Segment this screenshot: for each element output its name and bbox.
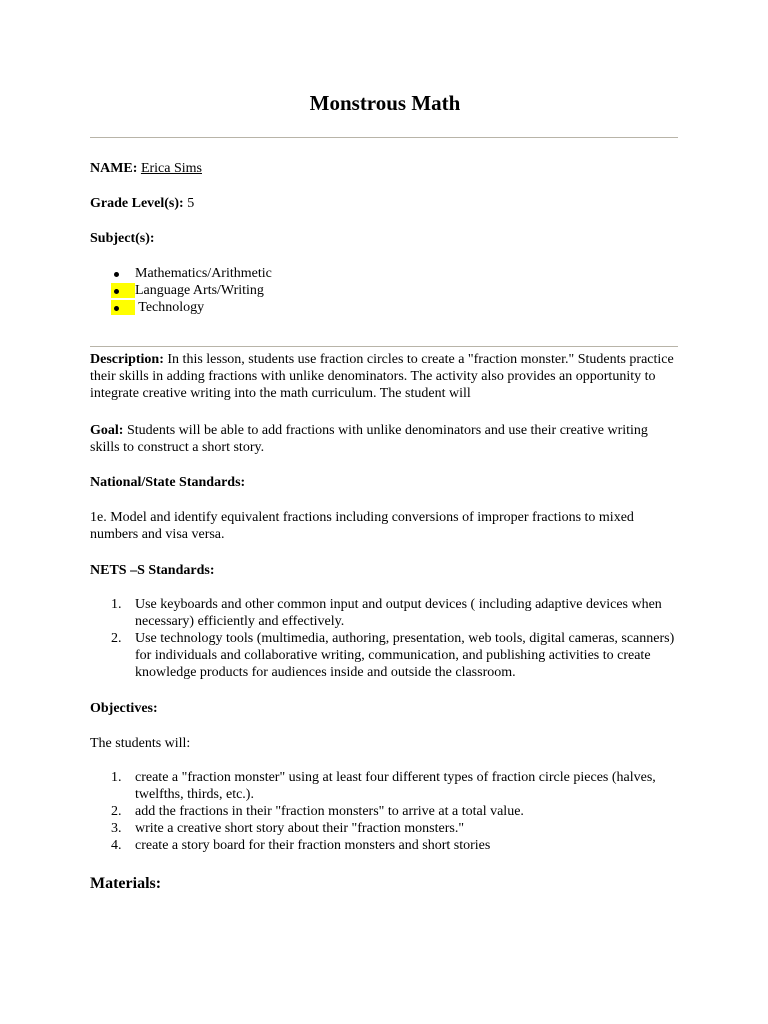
description-paragraph [90,351,680,402]
subject-item: Language Arts/Writing [135,283,264,298]
bullet-icon [111,300,135,315]
name-line [90,160,680,177]
list-item [90,803,680,820]
objective-item-text: create a story board for their fraction monsters and short stories [135,838,491,853]
materials-heading: Materials: [90,875,162,892]
objectives-list [90,769,680,854]
name-value: Erica Sims [140,161,202,176]
bullet-icon [111,283,135,298]
nets-label: NETS –S Standards: [90,563,215,578]
item-number: 1. [111,770,122,785]
description-text: In this lesson, students use fraction circles to create a "fraction monster." Students practice their skills in adding fractions with unlike denominators. The activity also provides an opportunity to integrate creative writing into the math curriculum. The student will [90,352,674,401]
objective-item-text: write a creative short story about their "fraction monsters." [135,821,465,836]
item-number: 2. [111,804,122,819]
name-label: NAME: [90,161,138,176]
list-item [90,769,680,803]
grade-label: Grade Level(s): [90,196,184,211]
list-item [90,282,680,299]
goal-text: Students will be able to add fractions with unlike denominators and use their creative writing skills to construct a short story. [90,423,648,455]
nets-list [90,596,680,681]
subjects-label: Subject(s): [90,231,155,246]
standards-text: 1e. Model and identify equivalent fractions including conversions of improper fractions to mixed numbers and visa versa. [90,510,634,542]
item-number: 1. [111,597,122,612]
grade-line [90,195,680,212]
bullet-icon [111,266,135,281]
list-item [90,596,680,630]
list-item [90,265,680,282]
subjects-list [90,265,680,316]
objectives-label: Objectives: [90,701,158,716]
page-title: Monstrous Math [309,91,461,115]
divider-middle [90,346,678,347]
grade-value: 5 [187,196,195,211]
list-item [90,299,680,316]
nets-item-text: Use technology tools (multimedia, authoring, presentation, web tools, digital cameras, scanners) for individuals and collaborative writing, communication, and publishing activities to create knowledge products for audiences inside and outside the classroom. [135,631,675,680]
item-number: 2. [111,631,122,646]
subject-item: Mathematics/Arithmetic [135,266,272,281]
goal-paragraph [90,422,680,456]
objective-item-text: add the fractions in their "fraction monsters" to arrive at a total value. [135,804,524,819]
objective-item-text: create a "fraction monster" using at least four different types of fraction circle pieces (halves, twelfths, thirds, etc.). [135,770,656,802]
list-item [90,837,680,854]
objectives-intro: The students will: [90,736,191,751]
nets-item-text: Use keyboards and other common input and output devices ( including adaptive devices when necessary) efficiently and effectively. [135,597,662,629]
description-label: Description: [90,352,164,367]
item-number: 4. [111,838,122,853]
list-item [90,630,680,681]
goal-label: Goal: [90,423,124,438]
divider-top [90,137,678,138]
list-item [90,820,680,837]
item-number: 3. [111,821,122,836]
standards-label: National/State Standards: [90,475,246,490]
subject-item: Technology [135,300,205,315]
